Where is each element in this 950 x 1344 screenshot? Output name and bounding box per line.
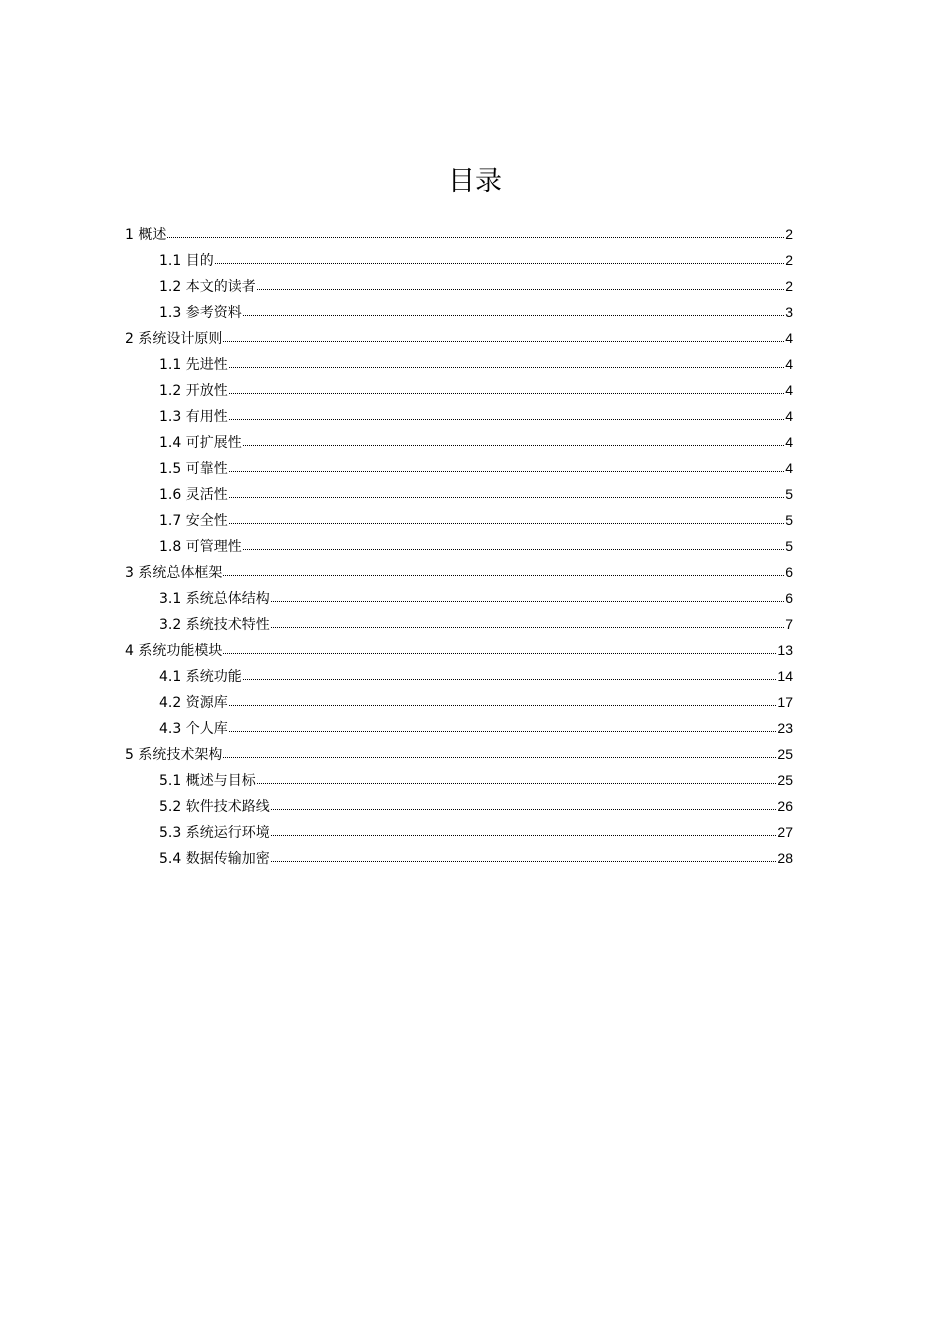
toc-dot-leader [271,797,777,811]
toc-entry[interactable] [125,612,793,638]
toc-entry-page: 5 [785,538,793,554]
toc-entry-page: 27 [777,824,793,840]
toc-entry-label: 1.2 开放性 [159,383,228,399]
toc-dot-leader [243,303,784,317]
toc-dot-leader [229,719,777,733]
toc-entry[interactable] [125,638,793,664]
toc-entry[interactable] [125,716,793,742]
toc-entry-page: 25 [777,746,793,762]
toc-entry-page: 7 [785,616,793,632]
toc-entry[interactable] [125,664,793,690]
toc-dot-leader [229,381,784,395]
toc-entry[interactable] [125,430,793,456]
toc-dot-leader [223,329,784,343]
toc-dot-leader [223,563,784,577]
toc-entry-page: 6 [785,564,793,580]
toc-entry-page: 4 [785,330,793,346]
toc-entry-label: 4.2 资源库 [159,695,228,711]
toc-entry-page: 4 [785,356,793,372]
toc-entry-page: 17 [777,694,793,710]
toc-entry-label: 1.6 灵活性 [159,487,228,503]
toc-dot-leader [167,225,784,239]
toc-entry-label: 1.1 目的 [159,253,214,269]
toc-entry[interactable] [125,560,793,586]
toc-entry-page: 5 [785,486,793,502]
toc-entry-label: 3.2 系统技术特性 [159,617,270,633]
toc-entry-label: 1.1 先进性 [159,357,228,373]
toc-entry-label: 5.4 数据传输加密 [159,851,270,867]
toc-dot-leader [271,589,784,603]
toc-entry-label: 5.1 概述与目标 [159,773,256,789]
toc-dot-leader [229,355,784,369]
toc-entry-label: 4.1 系统功能 [159,669,242,685]
toc-dot-leader [243,433,784,447]
toc-entry-page: 4 [785,408,793,424]
toc-entry[interactable] [125,326,793,352]
toc-entry-label: 1.2 本文的读者 [159,279,256,295]
toc-entry[interactable] [125,742,793,768]
toc-dot-leader [223,641,776,655]
toc-entry-page: 3 [785,304,793,320]
toc-entry-page: 5 [785,512,793,528]
toc-entry-label: 5 系统技术架构 [125,747,223,763]
toc-entry-page: 13 [777,642,793,658]
toc-dot-leader [243,667,777,681]
toc-dot-leader [257,771,777,785]
toc-entry-label: 5.3 系统运行环境 [159,825,270,841]
toc-entry-page: 28 [777,850,793,866]
toc-entry[interactable] [125,534,793,560]
toc-entry-page: 6 [785,590,793,606]
toc-entry-page: 2 [785,226,793,242]
toc-entry[interactable] [125,508,793,534]
toc-entry[interactable] [125,222,793,248]
toc-entry-label: 3 系统总体框架 [125,565,223,581]
toc-entry-label: 3.1 系统总体结构 [159,591,270,607]
toc-entry[interactable] [125,794,793,820]
toc-entry-label: 1.5 可靠性 [159,461,228,477]
toc-entry-page: 23 [777,720,793,736]
toc-dot-leader [229,407,784,421]
toc-dot-leader [271,849,777,863]
toc-entry-label: 1.7 安全性 [159,513,228,529]
toc-entry-page: 25 [777,772,793,788]
toc-dot-leader [271,823,777,837]
toc-entry-label: 1.3 参考资料 [159,305,242,321]
toc-entry[interactable] [125,820,793,846]
toc-dot-leader [271,615,784,629]
toc-entry-page: 4 [785,434,793,450]
toc-entry[interactable] [125,352,793,378]
toc-dot-leader [229,459,784,473]
toc-entry[interactable] [125,690,793,716]
toc-entry-page: 4 [785,460,793,476]
toc-list [125,222,793,872]
toc-entry-page: 2 [785,252,793,268]
toc-dot-leader [223,745,776,759]
toc-entry-label: 4 系统功能模块 [125,643,223,659]
toc-dot-leader [243,537,784,551]
toc-entry-page: 2 [785,278,793,294]
toc-entry[interactable] [125,378,793,404]
toc-entry[interactable] [125,300,793,326]
toc-entry-page: 14 [777,668,793,684]
toc-entry-label: 4.3 个人库 [159,721,228,737]
toc-entry-page: 26 [777,798,793,814]
toc-entry[interactable] [125,586,793,612]
toc-entry-page: 4 [785,382,793,398]
toc-dot-leader [229,693,777,707]
toc-entry-label: 2 系统设计原则 [125,331,223,347]
toc-entry[interactable] [125,404,793,430]
toc-entry-label: 1.8 可管理性 [159,539,242,555]
toc-dot-leader [257,277,784,291]
toc-dot-leader [229,511,784,525]
toc-entry[interactable] [125,846,793,872]
toc-entry[interactable] [125,274,793,300]
toc-entry[interactable] [125,248,793,274]
toc-title: 目录 [448,166,502,197]
toc-entry-label: 1 概述 [125,227,167,243]
toc-entry[interactable] [125,482,793,508]
toc-entry[interactable] [125,768,793,794]
toc-entry-label: 1.4 可扩展性 [159,435,242,451]
toc-entry[interactable] [125,456,793,482]
toc-dot-leader [229,485,784,499]
toc-dot-leader [215,251,784,265]
toc-entry-label: 1.3 有用性 [159,409,228,425]
toc-entry-label: 5.2 软件技术路线 [159,799,270,815]
